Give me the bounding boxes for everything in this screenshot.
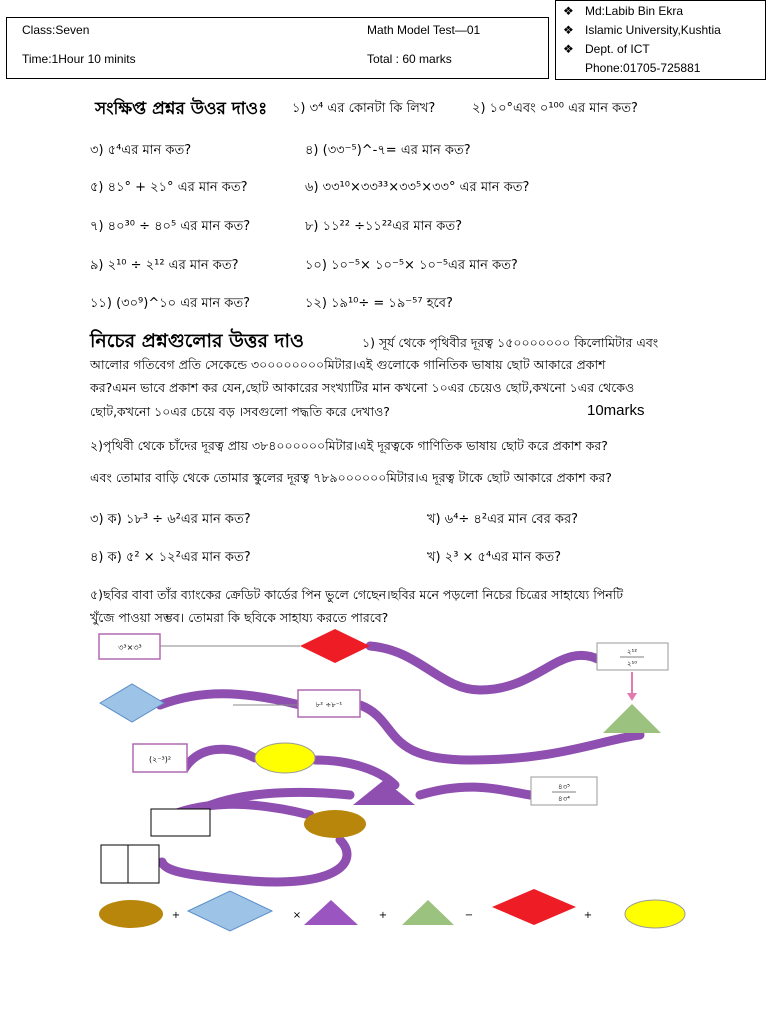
long-question-1-line2: আলোর গতিবেগ প্রতি সেকেন্ডে ৩০০০০০০০০মিটার।এই গুলোকে গানিতিক ভাষায় ছোট আকারে প্রকাশ (90, 357, 606, 372)
diamond-bullet-icon: ❖ (563, 4, 574, 18)
question-11: ১১) (৩০⁹)^১০ এর মান কত? (90, 296, 251, 311)
question-12: ১২) ১৯¹⁰÷ = ১৯⁻⁵⁷ হবে? (305, 296, 453, 311)
long-question-5-line2: খুঁজে পাওয়া সম্ভব। তোমরা কি ছবিকে সাহায্য করতে পারবে? (90, 610, 389, 625)
question-6: ৬) ৩৩¹⁰×৩৩³³×৩৩⁵×৩৩° এর মান কত? (305, 180, 530, 195)
total-marks: Total : 60 marks (367, 52, 452, 66)
class-label: Class:Seven (22, 23, 90, 37)
question-9: ৯) ২¹⁰ ÷ ২¹² এর মান কত? (90, 258, 239, 273)
question-7: ৭) ৪০³⁰ ÷ ৪০⁵ এর মান কত? (90, 219, 251, 234)
question-3: ৩) ৫⁴এর মান কত? (90, 143, 192, 158)
red-diamond-shape (300, 629, 370, 663)
long-question-4b: খ) ২³ × ৫⁴এর মান কত? (427, 550, 562, 565)
question-2: ২) ১০°এবং ০¹⁰⁰ এর মান কত? (472, 101, 638, 116)
section2-heading: নিচের প্রশ্নগুলোর উত্তর দাও (90, 330, 305, 352)
expression-box-1-text: ৩³×৩³ (118, 643, 142, 652)
section1-heading: সংক্ষিপ্ত প্রশ্নর উওর দাওঃ (95, 99, 268, 119)
answer-box-empty (151, 809, 210, 836)
multiply-operator: × (292, 910, 302, 921)
long-question-1-line3: কর?এমন ভাবে প্রকাশ কর যেন,ছোট আকারের সংখ্যাটির মান কখনো ১০এর চেয়েও ছোট,কখনো ১এর থেকেও (90, 380, 635, 395)
fraction-box-2-top: ৪৩⁵ (558, 783, 570, 791)
fraction-box-2-bottom: ৪৩⁴ (558, 795, 570, 803)
answer-box-two-cells (101, 845, 159, 883)
long-question-2-line2: এবং তোমার বাড়ি থেকে তোমার স্কুলের দূরত্ব ৭৮৯০০০০০০মিটার।এ দূরত্ব টাকে ছোট আকারে প্রকাশ কর? (90, 470, 612, 485)
long-question-3b: খ) ৬⁴÷ ৪²এর মান বের কর? (427, 512, 579, 527)
olive-ellipse-token (99, 900, 163, 928)
long-question-1-line1: ১) সূর্য থেকে পৃথিবীর দূরত্ব ১৫০০০০০০০ কিলোমিটার এবং (362, 335, 659, 350)
diamond-bullet-icon: ❖ (563, 23, 574, 37)
question-1: ১) ৩⁴ এর কোনটা কি লিখ? (292, 101, 436, 116)
connector-paths (160, 646, 640, 882)
long-question-5-line1: ৫)ছবির বাবা তাঁর ব্যাংকের ক্রেডিট কার্ডের পিন ভুলে গেছেন।ছবির মনে পড়লো নিচের চিত্রের সাহায্যে পিনটি (90, 587, 624, 602)
yellow-ellipse-token (625, 900, 685, 928)
expression-box-2-text: ৮² ÷৮⁻¹ (315, 701, 343, 709)
test-title: Math Model Test—01 (367, 23, 481, 37)
equation-row (99, 889, 685, 931)
question-8: ৮) ১১²² ÷১১²²এর মান কত? (305, 219, 463, 234)
long-question-1-line4: ছোট,কখনো ১০এর চেয়ে বড় ।সবগুলো পদ্ধতি করে দেখাও? (90, 404, 390, 419)
plus-operator: + (171, 910, 181, 921)
green-triangle-token (402, 900, 454, 925)
long-question-2-line1: ২)পৃথিবী থেকে চাঁদের দূরত্ব প্রায় ৩৮৪০০০০০০মিটার।এই দূরত্বকে গাণিতিক ভাষায় ছোট করে প্রকাশ কর? (90, 438, 608, 453)
olive-ellipse-shape (304, 810, 366, 838)
author-university: ❖ Islamic University,Kushtia (563, 23, 721, 37)
minus-operator: − (464, 910, 474, 921)
plus-operator-2: + (378, 910, 388, 921)
long-question-3a: ৩) ক) ১৮³ ÷ ৬²এর মান কত? (90, 512, 251, 527)
diamond-bullet-icon: ❖ (563, 42, 574, 56)
author-phone: Phone:01705-725881 (585, 61, 701, 75)
blue-diamond-shape (100, 684, 164, 722)
author-name: ❖ Md:Labib Bin Ekra (563, 4, 684, 18)
fraction-box-1-top: ২¹² (626, 648, 638, 656)
blue-diamond-token (188, 891, 272, 931)
fraction-box-1-bottom: ২¹⁰ (626, 660, 638, 668)
red-diamond-token (492, 889, 576, 925)
purple-triangle-token (304, 900, 358, 925)
green-triangle-shape (603, 704, 661, 733)
plus-operator-3: + (583, 910, 593, 921)
purple-triangle-shape (353, 780, 415, 805)
marks-label: 10marks (587, 402, 645, 419)
author-dept: ❖ Dept. of ICT (563, 42, 650, 56)
time-label: Time:1Hour 10 minits (22, 52, 136, 66)
long-question-4a: ৪) ক) ৫² × ১২²এর মান কত? (90, 550, 251, 565)
arrow-down-icon (627, 672, 637, 701)
question-4: ৪) (৩৩⁻⁵)^-৭= এর মান কত? (305, 143, 471, 158)
yellow-ellipse-shape (255, 743, 315, 773)
question-5: ৫) ৪১° + ২১° এর মান কত? (90, 180, 248, 195)
question-10: ১০) ১০⁻⁵× ১০⁻⁵× ১০⁻⁵এর মান কত? (305, 258, 518, 273)
expression-box-3-text: (২⁻³)² (148, 755, 172, 764)
